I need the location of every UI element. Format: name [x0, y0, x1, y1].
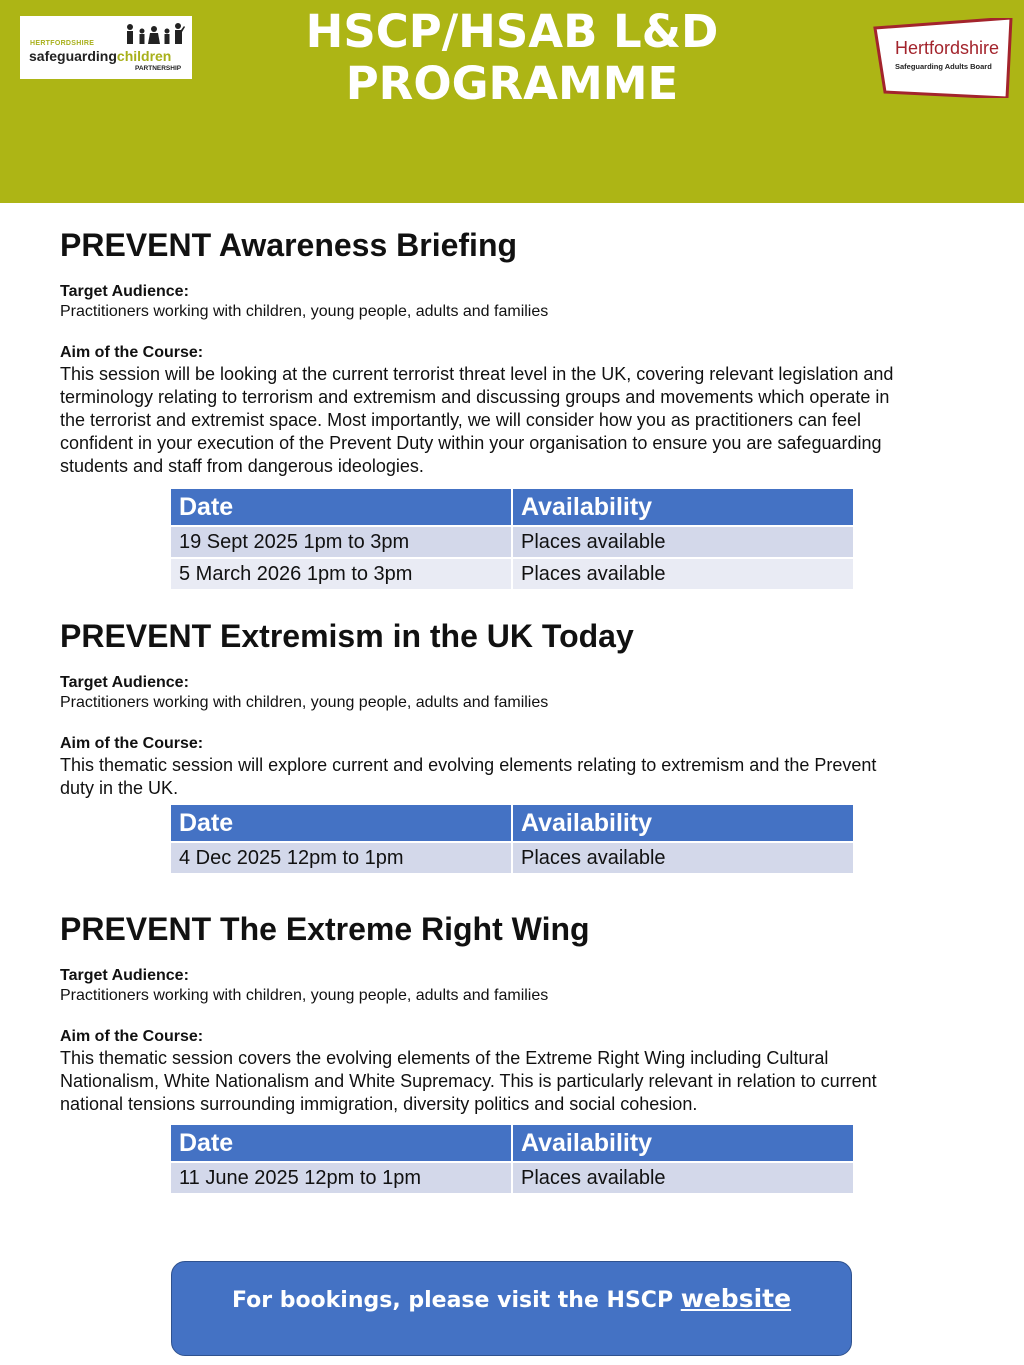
schedule-table: [171, 1123, 853, 1195]
audience-label: Target Audience:: [60, 674, 189, 691]
column-header-availability: Availability: [513, 1125, 853, 1161]
audience-label: Target Audience:: [60, 283, 189, 300]
table-row: [171, 559, 853, 589]
header-banner: [0, 0, 1024, 203]
audience-text: Practitioners working with children, young people, adults and families: [60, 694, 549, 711]
availability-cell: Places available: [513, 559, 853, 589]
aim-label: Aim of the Course:: [60, 344, 204, 361]
schedule-table: [171, 487, 853, 591]
schedule-table: [171, 803, 853, 875]
column-header-date: Date: [171, 1125, 513, 1161]
logo-board-name: Safeguarding Adults Board: [895, 62, 992, 71]
aim-text: This thematic session will explore current and evolving elements relating to extremism and the Prevent duty in the UK.: [60, 755, 877, 798]
audience-text: Practitioners working with children, young people, adults and families: [60, 987, 549, 1004]
hertfordshire-sab-logo: [873, 18, 1013, 92]
website-link[interactable]: website: [680, 1284, 792, 1313]
availability-cell: Places available: [513, 843, 853, 873]
availability-cell: Places available: [513, 1163, 853, 1193]
column-header-availability: Availability: [513, 489, 853, 525]
course-title: PREVENT Extremism in the UK Today: [60, 618, 634, 654]
date-cell: 19 Sept 2025 1pm to 3pm: [171, 527, 513, 557]
logo-main-text: safeguardingchildren: [29, 48, 172, 64]
booking-callout: [171, 1261, 852, 1356]
family-figures-icon: [120, 22, 190, 46]
table-row: [171, 527, 853, 557]
audience-text: Practitioners working with children, young people, adults and families: [60, 303, 549, 320]
column-header-availability: Availability: [513, 805, 853, 841]
date-cell: 5 March 2026 1pm to 3pm: [171, 559, 513, 589]
course-section-extremism-uk: [60, 617, 960, 800]
table-row: [171, 843, 853, 873]
aim-text: This thematic session covers the evolving elements of the Extreme Right Wing including Cultural Nationalism, White Nationalism and White Supremacy. This is particularly relevant in relation to current national tensions surrounding immigration, diversity politics and social cohesion.: [60, 1048, 877, 1114]
course-section-awareness: [60, 226, 960, 478]
table-header-row: [171, 1125, 853, 1161]
logo-county-name: Hertfordshire: [895, 38, 1000, 58]
logo-sub-text: PARTNERSHIP: [135, 65, 182, 72]
audience-label: Target Audience:: [60, 967, 189, 984]
aim-text: This session will be looking at the current terrorist threat level in the UK, covering relevant legislation and terminology relating to terrorism and extremism and discussing groups and movements which operate in the terrorist and extremist space. Most importantly, we will consider how you as practitioners can feel confident in your execution of the Prevent Duty within your organisation to ensure you are safeguarding students and staff from dangerous ideologies.: [60, 364, 894, 476]
column-header-date: Date: [171, 805, 513, 841]
logo-small-text: HERTFORDSHIRE: [30, 40, 95, 47]
booking-text: For bookings, please visit the HSCP website: [231, 1284, 792, 1313]
course-section-extreme-right-wing: [60, 910, 960, 1116]
table-header-row: [171, 805, 853, 841]
date-cell: 11 June 2025 12pm to 1pm: [171, 1163, 513, 1193]
safeguarding-children-logo: [20, 16, 192, 79]
column-header-date: Date: [171, 489, 513, 525]
course-title: PREVENT Awareness Briefing: [60, 227, 518, 263]
course-title: PREVENT The Extreme Right Wing: [60, 911, 590, 947]
date-cell: 4 Dec 2025 12pm to 1pm: [171, 843, 513, 873]
aim-label: Aim of the Course:: [60, 735, 204, 752]
availability-cell: Places available: [513, 527, 853, 557]
aim-label: Aim of the Course:: [60, 1028, 204, 1045]
page-title: HSCP/HSAB L&D PROGRAMME: [305, 5, 719, 110]
table-row: [171, 1163, 853, 1193]
table-header-row: [171, 489, 853, 525]
